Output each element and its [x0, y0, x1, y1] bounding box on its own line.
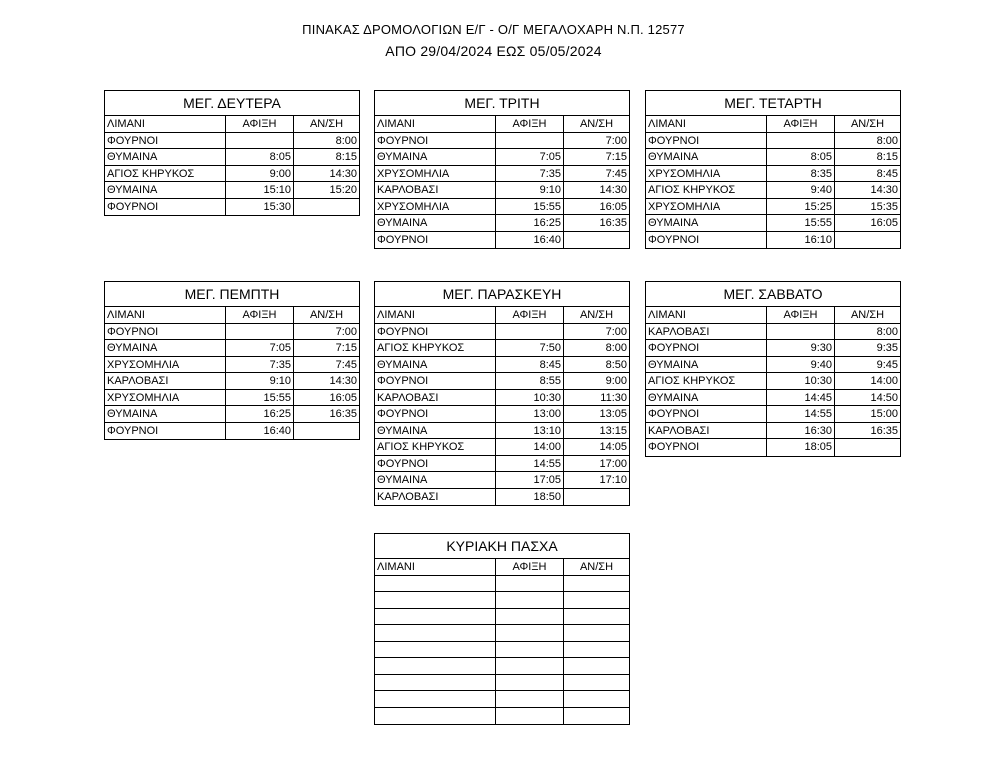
column-header-row: [375, 559, 629, 576]
arrival-cell: 16:25: [496, 215, 564, 231]
table-row: [375, 609, 629, 626]
table-row: [375, 456, 629, 473]
schedule-title: ΠΙΝΑΚΑΣ ΔΡΟΜΟΛΟΓΙΩΝ Ε/Γ - Ο/Γ ΜΕΓΑΛΟΧΑΡΗ Ν.Π. 12577: [302, 22, 685, 37]
table-row: [375, 625, 629, 642]
table-row: [105, 423, 359, 440]
column-header-arrival: ΑΦΙΞΗ: [496, 116, 564, 132]
departure-cell: 14:05: [599, 441, 627, 453]
column-header-port: ΛΙΜΑΝΙ: [375, 116, 496, 132]
departure-cell: 7:15: [605, 151, 627, 163]
port-cell: [375, 576, 496, 592]
departure-cell: [564, 691, 629, 707]
port-cell: ΧΡΥΣΟΜΗΛΙΑ: [375, 166, 496, 182]
arrival-cell: 16:40: [226, 423, 294, 440]
arrival-cell: 9:00: [226, 166, 294, 182]
port-cell: [375, 642, 496, 658]
departure-cell: [564, 625, 629, 641]
column-header-arrival: ΑΦΙΞΗ: [496, 307, 564, 323]
arrival-cell: [496, 691, 564, 707]
port-cell: ΘΥΜΑΙΝΑ: [105, 406, 226, 422]
departure-cell: 14:30: [329, 167, 357, 180]
column-header-port: ΛΙΜΑΝΙ: [105, 116, 226, 132]
departure-cell: 8:15: [876, 151, 898, 163]
table-row: [105, 133, 359, 150]
departure-cell: [835, 232, 900, 249]
arrival-cell: [496, 576, 564, 592]
arrival-cell: 16:25: [226, 406, 294, 422]
port-cell: ΘΥΜΑΙΝΑ: [646, 215, 767, 231]
table-row: [375, 232, 629, 249]
departure-cell: 11:30: [600, 391, 627, 404]
arrival-cell: 7:50: [496, 340, 564, 356]
departure-cell: [835, 439, 900, 456]
departure-cell: 16:35: [599, 217, 627, 229]
schedule-table: [374, 533, 630, 725]
arrival-cell: 13:00: [496, 406, 564, 422]
column-header-arrival: ΑΦΙΞΗ: [767, 116, 835, 132]
table-row: [646, 232, 900, 249]
port-cell: ΘΥΜΑΙΝΑ: [375, 357, 496, 373]
arrival-cell: 16:30: [767, 423, 835, 439]
table-row: [646, 373, 900, 390]
schedule-table: [104, 90, 360, 216]
port-cell: ΦΟΥΡΝΟΙ: [646, 133, 767, 149]
arrival-cell: 15:30: [226, 199, 294, 216]
departure-cell: [564, 642, 629, 658]
departure-cell: [564, 592, 629, 608]
column-header-departure: ΑΝ/ΣΗ: [850, 118, 885, 130]
table-row: [375, 215, 629, 232]
table-row: [105, 166, 359, 183]
arrival-cell: 14:00: [496, 439, 564, 455]
port-cell: ΑΓΙΟΣ ΚΗΡΥΚΟΣ: [105, 166, 226, 182]
port-cell: ΘΥΜΑΙΝΑ: [375, 149, 496, 165]
arrival-cell: [767, 324, 835, 340]
departure-cell: 15:20: [329, 184, 357, 196]
arrival-cell: 8:05: [767, 149, 835, 165]
port-cell: ΦΟΥΡΝΟΙ: [375, 456, 496, 472]
table-row: [375, 489, 629, 506]
table-row: [375, 149, 629, 166]
arrival-cell: 15:55: [226, 390, 294, 406]
column-header-departure: ΑΝ/ΣΗ: [579, 118, 614, 130]
departure-cell: [564, 489, 629, 506]
departure-cell: 16:05: [599, 200, 627, 213]
departure-cell: [294, 199, 359, 216]
departure-cell: [564, 675, 629, 691]
arrival-cell: 16:40: [496, 232, 564, 249]
column-header-departure: ΑΝ/ΣΗ: [579, 309, 614, 321]
arrival-cell: 17:05: [496, 472, 564, 488]
table-row: [375, 675, 629, 692]
arrival-cell: [496, 592, 564, 608]
column-header-port: ΛΙΜΑΝΙ: [375, 559, 496, 575]
port-cell: ΧΡΥΣΟΜΗΛΙΑ: [646, 166, 767, 182]
table-row: [105, 406, 359, 423]
departure-cell: 14:30: [329, 375, 357, 387]
port-cell: [375, 708, 496, 725]
table-row: [375, 423, 629, 440]
table-title: ΜΕΓ. ΠΕΜΠΤΗ: [105, 282, 359, 307]
table-title: ΜΕΓ. ΔΕΥΤΕΡΑ: [105, 91, 359, 116]
port-cell: ΘΥΜΑΙΝΑ: [105, 182, 226, 198]
port-cell: ΦΟΥΡΝΟΙ: [646, 340, 767, 356]
departure-cell: [294, 423, 359, 440]
table-row: [646, 390, 900, 407]
arrival-cell: 9:10: [496, 182, 564, 198]
table-row: [105, 357, 359, 374]
column-header-row: [375, 116, 629, 133]
departure-cell: 16:05: [870, 217, 898, 229]
port-cell: ΘΥΜΑΙΝΑ: [375, 472, 496, 488]
table-row: [375, 373, 629, 390]
column-header-row: [646, 116, 900, 133]
port-cell: ΚΑΡΛΟΒΑΣΙ: [646, 324, 767, 340]
table-title: ΜΕΓ. ΠΑΡΑΣΚΕΥΗ: [375, 282, 629, 307]
port-cell: ΘΥΜΑΙΝΑ: [375, 423, 496, 439]
column-header-departure: ΑΝ/ΣΗ: [579, 561, 614, 573]
port-cell: ΦΟΥΡΝΟΙ: [646, 406, 767, 422]
table-row: [375, 592, 629, 609]
table-title: ΜΕΓ. ΣΑΒΒΑΤΟ: [646, 282, 900, 307]
departure-cell: 7:00: [605, 325, 627, 338]
table-row: [646, 149, 900, 166]
port-cell: ΑΓΙΟΣ ΚΗΡΥΚΟΣ: [375, 340, 496, 356]
table-row: [646, 324, 900, 341]
port-cell: ΦΟΥΡΝΟΙ: [375, 373, 496, 389]
port-cell: ΚΑΡΛΟΒΑΣΙ: [375, 182, 496, 198]
schedule-table: [104, 281, 360, 440]
departure-cell: 13:05: [599, 408, 627, 420]
departure-cell: 14:30: [599, 184, 627, 196]
table-row: [646, 182, 900, 199]
column-header-row: [105, 307, 359, 324]
departure-cell: 8:50: [605, 358, 627, 371]
departure-cell: 13:15: [599, 424, 627, 437]
departure-cell: 17:00: [599, 457, 627, 470]
departure-cell: 15:35: [870, 200, 898, 213]
departure-cell: 8:00: [605, 342, 627, 354]
port-cell: [375, 675, 496, 691]
departure-cell: 8:00: [335, 134, 357, 147]
port-cell: ΘΥΜΑΙΝΑ: [646, 357, 767, 373]
departure-cell: 8:00: [876, 325, 898, 338]
table-row: [105, 390, 359, 407]
column-header-row: [375, 307, 629, 324]
departure-cell: 16:05: [329, 391, 357, 404]
port-cell: ΘΥΜΑΙΝΑ: [375, 215, 496, 231]
column-header-row: [105, 116, 359, 133]
table-row: [375, 340, 629, 357]
arrival-cell: [496, 609, 564, 625]
arrival-cell: 9:40: [767, 357, 835, 373]
table-title: ΚΥΡΙΑΚΗ ΠΑΣΧΑ: [375, 534, 629, 559]
schedule-table: [374, 281, 630, 506]
table-row: [375, 642, 629, 659]
table-row: [375, 576, 629, 593]
table-row: [375, 472, 629, 489]
port-cell: ΦΟΥΡΝΟΙ: [646, 439, 767, 456]
port-cell: ΦΟΥΡΝΟΙ: [375, 133, 496, 149]
arrival-cell: 8:35: [767, 166, 835, 182]
arrival-cell: 18:05: [767, 439, 835, 456]
column-header-row: [646, 307, 900, 324]
arrival-cell: 13:10: [496, 423, 564, 439]
schedule-table: [645, 281, 901, 457]
table-row: [105, 340, 359, 357]
port-cell: [375, 691, 496, 707]
table-row: [375, 182, 629, 199]
departure-cell: 8:00: [876, 134, 898, 147]
arrival-cell: 8:45: [496, 357, 564, 373]
arrival-cell: 15:25: [767, 199, 835, 215]
arrival-cell: 7:05: [496, 149, 564, 165]
arrival-cell: 14:55: [767, 406, 835, 422]
column-header-port: ΛΙΜΑΝΙ: [646, 116, 767, 132]
table-row: [105, 373, 359, 390]
port-cell: ΚΑΡΛΟΒΑΣΙ: [105, 373, 226, 389]
port-cell: [375, 625, 496, 641]
arrival-cell: 15:55: [767, 215, 835, 231]
departure-cell: 9:45: [876, 358, 898, 371]
port-cell: [375, 592, 496, 608]
port-cell: ΧΡΥΣΟΜΗΛΙΑ: [105, 390, 226, 406]
departure-cell: 7:45: [335, 358, 357, 371]
arrival-cell: 9:40: [767, 182, 835, 198]
table-row: [646, 439, 900, 456]
column-header-departure: ΑΝ/ΣΗ: [309, 118, 344, 130]
table-row: [105, 182, 359, 199]
column-header-arrival: ΑΦΙΞΗ: [767, 307, 835, 323]
port-cell: ΑΓΙΟΣ ΚΗΡΥΚΟΣ: [646, 182, 767, 198]
departure-cell: [564, 609, 629, 625]
arrival-cell: [226, 133, 294, 149]
table-row: [375, 324, 629, 341]
schedule-table: [645, 90, 901, 249]
column-header-arrival: ΑΦΙΞΗ: [226, 116, 294, 132]
arrival-cell: 15:10: [226, 182, 294, 198]
departure-cell: 9:35: [876, 342, 898, 354]
table-row: [105, 324, 359, 341]
table-row: [375, 133, 629, 150]
departure-cell: 8:15: [335, 151, 357, 163]
schedule-table: [374, 90, 630, 249]
table-row: [646, 199, 900, 216]
arrival-cell: 15:55: [496, 199, 564, 215]
port-cell: ΚΑΡΛΟΒΑΣΙ: [375, 390, 496, 406]
port-cell: ΧΡΥΣΟΜΗΛΙΑ: [105, 357, 226, 373]
departure-cell: 14:50: [870, 391, 898, 404]
table-row: [646, 357, 900, 374]
arrival-cell: 8:55: [496, 373, 564, 389]
arrival-cell: [496, 675, 564, 691]
departure-cell: 16:35: [329, 408, 357, 420]
table-row: [646, 166, 900, 183]
arrival-cell: [767, 133, 835, 149]
table-row: [375, 166, 629, 183]
departure-cell: 9:00: [605, 375, 627, 387]
port-cell: ΦΟΥΡΝΟΙ: [375, 324, 496, 340]
departure-cell: 14:30: [870, 184, 898, 196]
departure-cell: [564, 658, 629, 674]
column-header-arrival: ΑΦΙΞΗ: [226, 307, 294, 323]
table-row: [375, 691, 629, 708]
table-row: [646, 406, 900, 423]
table-row: [105, 149, 359, 166]
arrival-cell: 7:05: [226, 340, 294, 356]
port-cell: ΚΑΡΛΟΒΑΣΙ: [375, 489, 496, 506]
departure-cell: 7:45: [605, 167, 627, 180]
arrival-cell: 10:30: [767, 373, 835, 389]
column-header-port: ΛΙΜΑΝΙ: [105, 307, 226, 323]
port-cell: ΘΥΜΑΙΝΑ: [105, 340, 226, 356]
departure-cell: [564, 232, 629, 249]
port-cell: ΦΟΥΡΝΟΙ: [105, 423, 226, 440]
port-cell: ΦΟΥΡΝΟΙ: [105, 324, 226, 340]
table-row: [375, 658, 629, 675]
arrival-cell: [496, 658, 564, 674]
table-row: [375, 708, 629, 725]
departure-cell: 7:00: [335, 325, 357, 338]
arrival-cell: [496, 625, 564, 641]
port-cell: ΑΓΙΟΣ ΚΗΡΥΚΟΣ: [375, 439, 496, 455]
departure-cell: 15:00: [870, 408, 898, 420]
table-row: [646, 215, 900, 232]
column-header-departure: ΑΝ/ΣΗ: [309, 309, 344, 321]
arrival-cell: 9:30: [767, 340, 835, 356]
column-header-arrival: ΑΦΙΞΗ: [496, 559, 564, 575]
port-cell: ΘΥΜΑΙΝΑ: [105, 149, 226, 165]
port-cell: ΘΥΜΑΙΝΑ: [646, 390, 767, 406]
table-title: ΜΕΓ. ΤΕΤΑΡΤΗ: [646, 91, 900, 116]
table-row: [375, 439, 629, 456]
table-row: [646, 133, 900, 150]
arrival-cell: 7:35: [496, 166, 564, 182]
departure-cell: 8:45: [876, 167, 898, 180]
departure-cell: 7:15: [335, 342, 357, 354]
port-cell: ΦΟΥΡΝΟΙ: [105, 133, 226, 149]
table-row: [646, 423, 900, 440]
arrival-cell: 9:10: [226, 373, 294, 389]
port-cell: [375, 658, 496, 674]
departure-cell: [564, 576, 629, 592]
arrival-cell: 10:30: [496, 390, 564, 406]
port-cell: ΦΟΥΡΝΟΙ: [375, 406, 496, 422]
port-cell: ΦΟΥΡΝΟΙ: [375, 232, 496, 249]
arrival-cell: 16:10: [767, 232, 835, 249]
port-cell: ΚΑΡΛΟΒΑΣΙ: [646, 423, 767, 439]
table-row: [375, 199, 629, 216]
departure-cell: 14:00: [870, 375, 898, 387]
column-header-port: ΛΙΜΑΝΙ: [646, 307, 767, 323]
departure-cell: [564, 708, 629, 725]
arrival-cell: 14:45: [767, 390, 835, 406]
schedule-date-range: ΑΠΟ 29/04/2024 ΕΩΣ 05/05/2024: [385, 43, 602, 59]
port-cell: ΦΟΥΡΝΟΙ: [105, 199, 226, 216]
column-header-departure: ΑΝ/ΣΗ: [850, 309, 885, 321]
arrival-cell: 8:05: [226, 149, 294, 165]
port-cell: ΧΡΥΣΟΜΗΛΙΑ: [646, 199, 767, 215]
arrival-cell: [496, 133, 564, 149]
table-row: [646, 340, 900, 357]
table-row: [375, 390, 629, 407]
departure-cell: 16:35: [870, 424, 898, 437]
table-row: [105, 199, 359, 216]
table-row: [375, 357, 629, 374]
column-header-port: ΛΙΜΑΝΙ: [375, 307, 496, 323]
arrival-cell: [496, 324, 564, 340]
arrival-cell: [496, 642, 564, 658]
departure-cell: 7:00: [605, 134, 627, 147]
port-cell: ΧΡΥΣΟΜΗΛΙΑ: [375, 199, 496, 215]
arrival-cell: [496, 708, 564, 725]
arrival-cell: 14:55: [496, 456, 564, 472]
arrival-cell: 7:35: [226, 357, 294, 373]
port-cell: ΑΓΙΟΣ ΚΗΡΥΚΟΣ: [646, 373, 767, 389]
table-title: ΜΕΓ. ΤΡΙΤΗ: [375, 91, 629, 116]
arrival-cell: [226, 324, 294, 340]
port-cell: [375, 609, 496, 625]
port-cell: ΦΟΥΡΝΟΙ: [646, 232, 767, 249]
departure-cell: 17:10: [599, 474, 627, 486]
port-cell: ΘΥΜΑΙΝΑ: [646, 149, 767, 165]
table-row: [375, 406, 629, 423]
arrival-cell: 18:50: [496, 489, 564, 506]
